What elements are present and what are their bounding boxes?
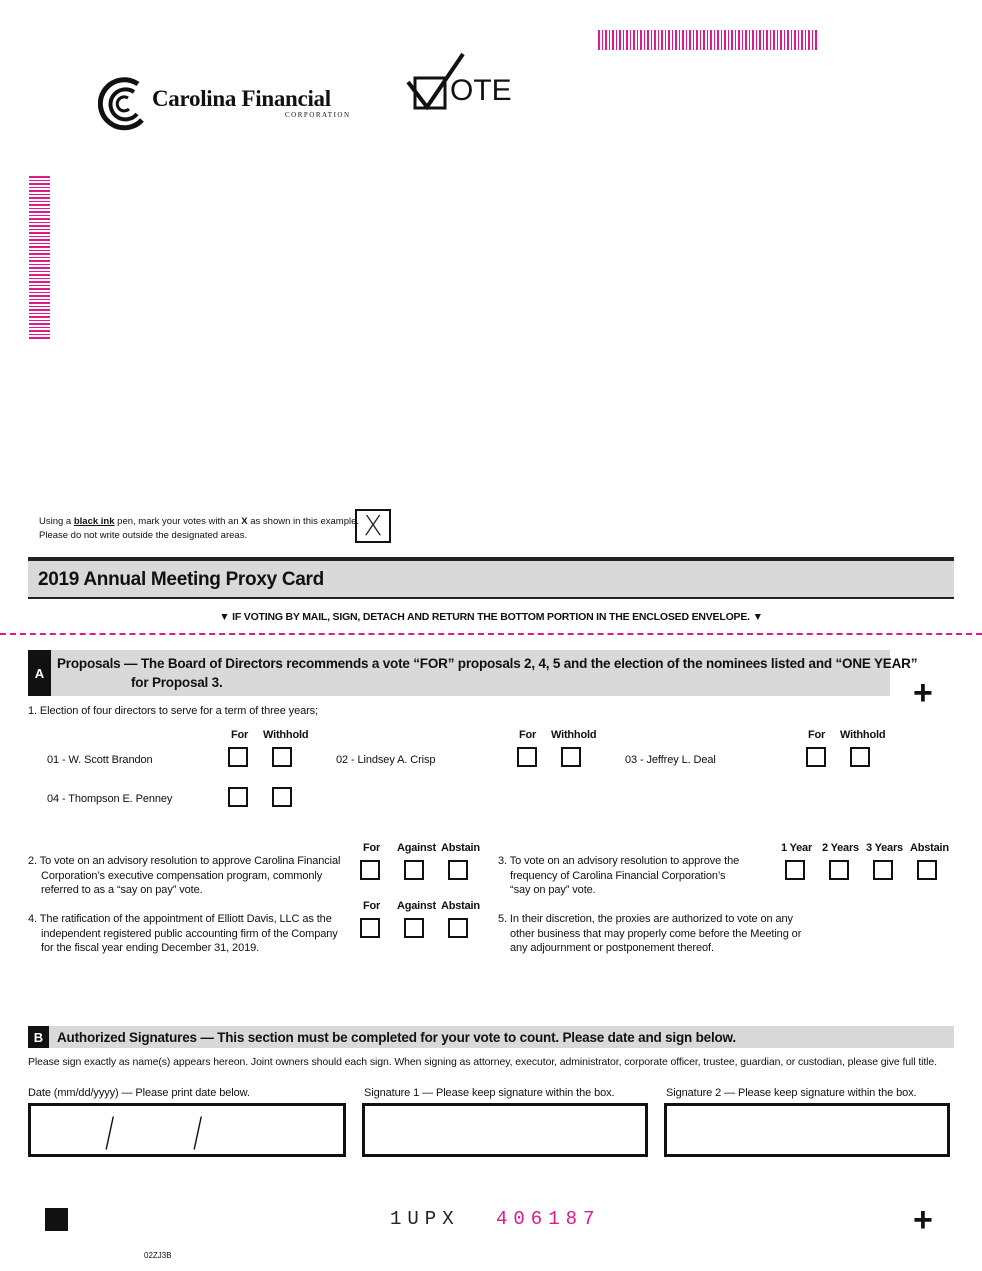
nominee-01-withhold-checkbox[interactable] — [272, 747, 292, 767]
logo-name: Carolina Financial — [152, 86, 331, 111]
title-band — [28, 557, 954, 599]
col-for: For — [231, 729, 249, 741]
proposal-5-text: 5. In their discretion, the proxies are authorized to vote on any other business that may properly come before the Meeting or any adjournment or postponement thereof. — [498, 913, 802, 954]
nominee-04: 04 - Thompson E. Penney — [47, 793, 173, 805]
logo-subtitle: CORPORATION — [285, 111, 351, 119]
nominee-02-for-checkbox[interactable] — [517, 747, 537, 767]
col-abstain: Abstain — [441, 900, 480, 912]
signature-1-label: Signature 1 — Please keep signature within the box. — [364, 1087, 615, 1099]
col-withhold: Withhold — [840, 729, 886, 741]
barcode-side — [29, 176, 50, 340]
proposal-2-abstain-checkbox[interactable] — [448, 860, 468, 880]
nominee-02-withhold-checkbox[interactable] — [561, 747, 581, 767]
logo-swirl-icon — [98, 76, 150, 132]
signature-2-label: Signature 2 — Please keep signature within the box. — [666, 1087, 917, 1099]
date-label: Date (mm/dd/yyyy) — Please print date below. — [28, 1087, 250, 1099]
col-abstain: Abstain — [910, 842, 949, 854]
section-a-letter: A — [28, 650, 51, 696]
col-for: For — [519, 729, 537, 741]
proposal-2-against-checkbox[interactable] — [404, 860, 424, 880]
nominee-03-withhold-checkbox[interactable] — [850, 747, 870, 767]
proposal-3-3-years-checkbox[interactable] — [873, 860, 893, 880]
example-mark-box: X — [355, 509, 391, 543]
col-withhold: Withhold — [263, 729, 309, 741]
proposal-4-text: 4. The ratification of the appointment of Elliott Davis, LLC as the independent registered public accounting firm of the Company for the fiscal year ending December 31, 2019. — [28, 913, 338, 954]
form-code: 1UPX — [390, 1208, 460, 1230]
proposal-1-text: 1. Election of four directors to serve for a term of three years; — [28, 705, 319, 717]
proposal-3-abstain-checkbox[interactable] — [917, 860, 937, 880]
col-against: Against — [397, 842, 436, 854]
vote-logo — [405, 52, 512, 114]
proposal-4-abstain-checkbox[interactable] — [448, 918, 468, 938]
nominee-02: 02 - Lindsey A. Crisp — [336, 754, 436, 766]
proposal-2-for-checkbox[interactable] — [360, 860, 380, 880]
footer-code: 02ZJ3B — [144, 1251, 172, 1260]
col-against: Against — [397, 900, 436, 912]
col-2-years: 2 Years — [822, 842, 859, 854]
page-title: 2019 Annual Meeting Proxy Card — [38, 569, 324, 590]
proposal-3-2-years-checkbox[interactable] — [829, 860, 849, 880]
nominee-03-for-checkbox[interactable] — [806, 747, 826, 767]
date-separator: / — [105, 1110, 115, 1156]
col-abstain: Abstain — [441, 842, 480, 854]
nominee-04-for-checkbox[interactable] — [228, 787, 248, 807]
marking-instructions: Using a black ink pen, mark your votes with an X as shown in this example. Please do not write outside the designated areas. — [39, 516, 360, 541]
signature-instructions: Please sign exactly as name(s) appears hereon. Joint owners should each sign. When signing as attorney, executor, administrator, corporate officer, trustee, guardian, or custodian, please give full title. — [28, 1056, 937, 1068]
proposal-2-text: 2. To vote on an advisory resolution to approve Carolina Financial Corporation’s executive compensation program, commonly referred to as a “say on pay” vote. — [28, 855, 341, 896]
carolina-financial-logo — [98, 76, 368, 134]
proposal-4-against-checkbox[interactable] — [404, 918, 424, 938]
date-separator: / — [193, 1110, 203, 1156]
vote-text: OTE — [450, 74, 512, 107]
registration-plus-mark: + — [913, 1201, 933, 1239]
nominee-01-for-checkbox[interactable] — [228, 747, 248, 767]
section-a-heading: Proposals — The Board of Directors recommends a vote “FOR” proposals 2, 4, 5 and the election of the nominees listed and “ONE YEAR” for Proposal 3. — [57, 656, 918, 690]
registration-plus-mark: + — [913, 674, 933, 712]
proposal-3-text: 3. To vote on an advisory resolution to approve the frequency of Carolina Financial Corporation’s “say on pay” vote. — [498, 855, 740, 896]
registration-square — [45, 1208, 68, 1231]
col-1-year: 1 Year — [781, 842, 813, 854]
col-for: For — [363, 900, 381, 912]
nominee-04-withhold-checkbox[interactable] — [272, 787, 292, 807]
section-b-heading: Authorized Signatures — This section must be completed for your vote to count. Please date and sign below. — [57, 1030, 736, 1045]
detach-line — [0, 633, 982, 635]
signature-1-field[interactable] — [362, 1103, 648, 1157]
col-withhold: Withhold — [551, 729, 597, 741]
signature-2-field[interactable] — [664, 1103, 950, 1157]
proposal-3-1-year-checkbox[interactable] — [785, 860, 805, 880]
barcode-top — [598, 30, 818, 50]
proposal-4-for-checkbox[interactable] — [360, 918, 380, 938]
col-3-years: 3 Years — [866, 842, 903, 854]
form-number: 406187 — [496, 1208, 601, 1230]
section-b-letter: B — [28, 1026, 49, 1048]
col-for: For — [808, 729, 826, 741]
mail-instruction: ▼ IF VOTING BY MAIL, SIGN, DETACH AND RETURN THE BOTTOM PORTION IN THE ENCLOSED ENVELOPE. ▼ — [219, 611, 763, 623]
date-field[interactable] — [28, 1103, 346, 1157]
col-for: For — [363, 842, 381, 854]
nominee-03: 03 - Jeffrey L. Deal — [625, 754, 716, 766]
nominee-01: 01 - W. Scott Brandon — [47, 754, 153, 766]
